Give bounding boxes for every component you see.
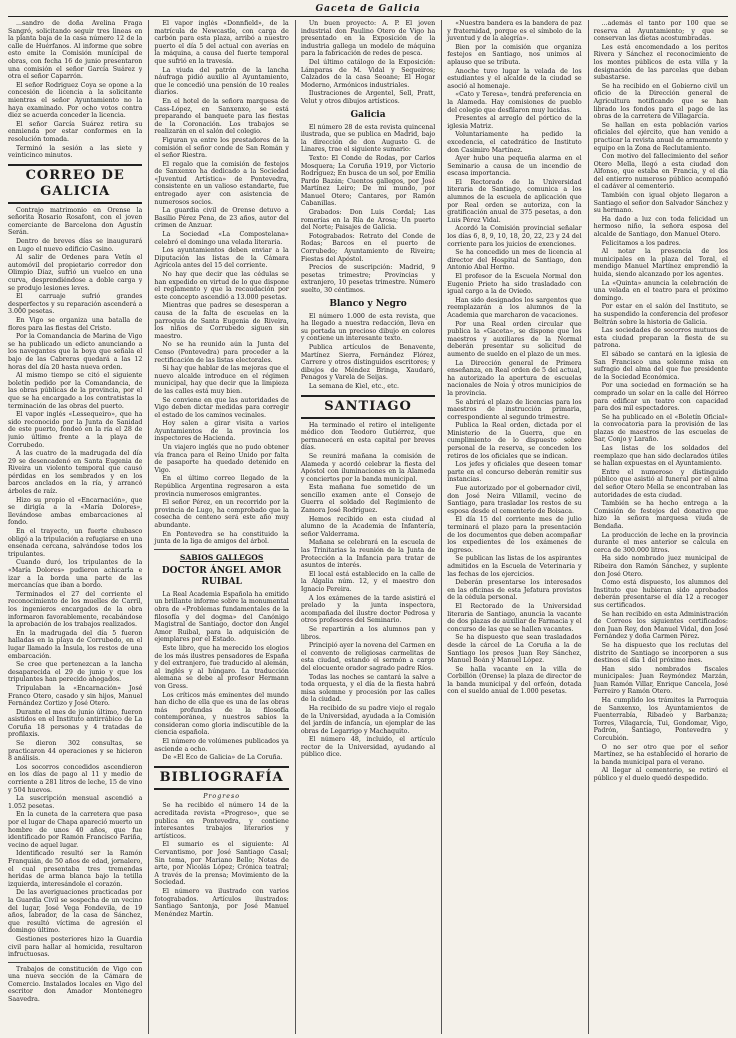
paragraph: El local está establecido en la calle de la Algalia núm. 12, y el maestro don Ignacio Pereira. (300, 570, 436, 593)
section-heading: BIBLIOGRAFÍA (154, 766, 288, 790)
paragraph: Ha recibido de su padre viejo el regalo de la Universidad, ayudada a la Comisión del jardín de infancia, un ejemplar de las obras de Legarrigo y Machaquito. (300, 704, 436, 735)
paragraph: Las listas de los soldados del reemplazo que han sido declarados útiles se hallan expuestas en el Ayuntamiento. (593, 445, 728, 468)
paragraph: Grabados: Don Luis Cordal; Las romerías en la Ría de Arosa; Un puerto del Norte; Paisajes de Galicia. (300, 209, 436, 232)
paragraph: La Sociedad «La Compostelana» celebró el domingo una velada literaria. (154, 231, 289, 246)
paragraph: Fotograbados: Retrato del Conde de Rodas; Barcos en el puerto de Corrubedo; Ayuntamiento de Riveira; Fiestas del Apóstol. (300, 232, 436, 263)
paragraph: Se han recibido en esta Administración de Correos los siguientes certificados: don Juan Rey, don Manuel Vidal, don José Fernández y doña Carmen Pérez. (593, 610, 728, 641)
section-heading: CORREO DE GALICIA (8, 164, 142, 204)
paragraph: «Nuestra bandera es la bandera de paz y fraternidad, porque es el símbolo de la juventud y de la alegría». (447, 20, 582, 43)
paragraph: Por una Real orden circular que publica la «Gaceta», se dispone que los maestros y auxiliares de la Normal deberán presentar su solicitud de aumento de sueldo en el plazo de un mes. (447, 320, 582, 358)
paragraph: La «Quinta» anuncia la celebración de una velada en el teatro para el próximo domingo. (593, 279, 728, 302)
paragraph: Se abrirá el plazo de licencias para los maestros de instrucción primaria, correspondiente al segundo trimestre. (447, 398, 582, 421)
paragraph: Ilustraciones de Argentel, Sell, Pratt, Velut y otros dibujos artísticos. (300, 90, 436, 105)
column-3 (295, 20, 435, 1034)
paragraph: Como está dispuesto, los alumnos del Instituto que hubieran sido aprobados deberán presentarse el día 12 a recoger sus certificados. (593, 579, 728, 609)
paragraph: Voluntariamente ha pedido la excedencia, el catedrático de Instituto don Casimiro Martínez. (447, 131, 582, 154)
column-1 (8, 20, 142, 1034)
paragraph: Tripulaban la «Encarnación» José Franco Otero, casado y sin hijos, Manuel Fernández Cortizo y José Otero. (8, 684, 143, 708)
divider (154, 549, 288, 550)
paragraph: El número 48, incluido, el artículo rector de la Universidad, ayudando al público dice. (300, 736, 436, 759)
paragraph: El carruaje sufrió grandes desperfectos y su reparación ascenderá a 3.000 pesetas. (8, 293, 143, 316)
paragraph: Presentes al arreglo del pórtico de la iglesia Matriz. (447, 115, 582, 130)
newspaper-title: Gaceta de Galicia (315, 4, 421, 14)
paragraph: Al llegar al cementerio, se retiró el público y el duelo quedó despedido. (593, 767, 728, 782)
paragraph: Publica artículos de Benavente, Martínez Sierra, Fernández Flórez, Carrere y otros distinguidos escritores; y dibujos de Méndez Bringa, Xaudaró, Penagos y Varela de Seijas. (300, 343, 436, 382)
paragraph: Deberán presentarse los interesados en las oficinas de esta Jefatura provistos de la cédula personal. (447, 579, 582, 602)
paragraph: Se ha concedido un mes de licencia al director del Hospital de Santiago, don Antonio Abal Hermo. (447, 249, 582, 272)
paragraph: Entre el numeroso y distinguido público que asistió al funeral por el alma del señor Otero Mella se encontraban las autoridades de esta ciudad. (593, 468, 728, 499)
section-heading: Galicia (350, 109, 386, 120)
paragraph: Al salir de Ordenes para Vetín el automóvil del propietario corredor don Olimpio Díaz, sufrió un vuelco en una curva, desprendiéndose a doble carga y se produjo lesiones leves. (8, 254, 143, 292)
paragraph: Fue autorizado por el gobernador civil, don José Neira Villamil, vecino de Santiago, para trasladar los restos de su esposa desde el cementerio de Boisaca. (447, 485, 582, 515)
paragraph: Mientras que padres se desesperan a causa de la falta de escuelas en la parroquia de Santa Eugenia de Riveira, los niños de Corrubedo siguen sin maestro. (154, 302, 289, 340)
paragraph: De «El Eco de Galicia» de La Coruña. (162, 754, 283, 762)
paragraph: Se conviene en que las autoridades de Vigo deben dictar medidas para corregir el estado de los caminos vecinales. (154, 396, 289, 419)
paragraph: El día 15 del corriente mes de julio terminará el plazo para la presentación de los documentos que deben acompañar los expedientes de los exámenes de ingreso. (447, 516, 582, 554)
paragraph: Ayer hubo una pequeña alarma en el Seminario a causa de un incendio de escasa importancia. (447, 155, 582, 178)
paragraph: A las cuatro de la madrugada del día 29 se desencadenó en Santa Eugenia de Riveira un violento temporal que causó pérdidas en los sembrados y en los barcos anclados en la ría, y arrancó árboles de raíz. (8, 450, 143, 496)
paragraph: Durante el mes de junio último, fueron asistidos en el Instituto antirrábico de La Coruña 18 personas y 4 tratadas de profilaxis. (8, 708, 143, 739)
paragraph: En Pontevedra se ha constituido la junta de la liga de amigos del árbol. (154, 530, 289, 546)
paragraph: El señor Rodriguez Coya se opone a la concesión de licencia a la solicitante mientras el señor Ayuntamiento no la haya examinado. Por ocho votos contra diez se acuerda conceder la licencia. (8, 81, 143, 120)
paragraph: Hemos recibido en esta ciudad al alumno de la Academia de Infantería, señor Valderrama. (300, 515, 436, 538)
paragraph: Se ha dispuesto que los reclutas del distrito de Santiago se incorporen a sus destinos el día 1 del próximo mes. (593, 641, 728, 665)
paragraph: En la cuneta de la carretera que pasa por el lugar de Chapa apareció muerto un hombre de unos 40 años, que fue identificado por Ramón Francisco Fariña, vecino de aquel lugar. (8, 811, 143, 849)
paragraph: Hoy salen a girar visita a varios Ayuntamientos de la provincia los inspectores de Hacienda. (154, 420, 289, 443)
subheading: Progreso (203, 792, 241, 800)
paragraph: A los exámenes de la tarde asistirá el prelado y la junta inspectora, acompañada del ilustre doctor Pedrosa y otros profesores del Seminario. (300, 594, 436, 625)
paragraph: Los ayuntamientos deben enviar a la Diputación las listas de la Cámara Agrícola antes del 15 del corriente. (154, 247, 289, 270)
paragraph: El sábado se cantará en la iglesia de San Francisco una solemne misa en sufragio del alma del que fue presidente de la Sociedad Económica. (593, 350, 728, 381)
paragraph: Del último catálogo de la Exposición: Lámparas de M. Vidal y Sequeiros; Calzados de la casa Seoane; El Hogar Moderno, Armónicos industriales. (300, 58, 436, 89)
column-2 (148, 20, 288, 1034)
paragraph: Este libro, que ha merecido los elogios de los más ilustres pensadores de España y del extranjero, fue traducido al alemán, al inglés y al húngaro. La traducción alemana se debe al profesor Hermann von Gress. (154, 644, 289, 690)
section-heading: SABIOS GALLEGOS (179, 552, 264, 562)
paragraph: Un viajero inglés que no pudo obtener vía franca para el Reino Unido por falta de pasaporte ha quedado detenido en Vigo. (154, 444, 289, 474)
paragraph: Dentro de breves días se inaugurará en Lugo el nuevo edificio Casino. (8, 238, 143, 253)
paragraph: El regalo que la comisión de festejos de Sanxenxo ha dedicado a la Sociedad «Juventud Artística» de Pontevedra, consistente en un valioso estandarte, fue entregado ayer con asistencia de numerosos socios. (154, 160, 289, 206)
article-heading: DOCTOR ÁNGEL AMOR RUIBAL (161, 565, 282, 587)
paragraph: Los críticos más eminentes del mundo han dicho de ella que es una de las obras más profundas de la filosofía contemporánea, y nuestros sabios la consideran como gloria indiscutible de la ciencia española. (154, 691, 289, 737)
paragraph: El número 28 de esta revista quincenal ilustrada, que se publica en Madrid, bajo la dirección de don Augusto G. de Linares, trae el siguiente sumario: (300, 123, 436, 154)
paragraph: Felicitamos a los padres. (601, 239, 681, 247)
paragraph: En el hotel de la señora marquesa de Cass-López, en Sanxenxo, se está preparando el banquete para las fiestas de la Coronación. Los trabajos se realizarán en el salón del colegio. (154, 97, 289, 136)
paragraph: La suscripción mensual ascendió a 1.052 pesetas. (8, 795, 143, 810)
paragraph: También se ha hecho entrega a la Comisión de festejos del donativo que hizo la señora marquesa viuda de Bendaña. (593, 500, 728, 530)
masthead (8, 2, 728, 17)
paragraph: Al mismo tiempo se citó el siguiente boletín pedido por la Comandancia, de las obras públicas de la provincia, por el que se ha encargado a los contratistas la terminación de las obras del puerto. (8, 372, 143, 410)
paragraph: Identificado resultó ser la Ramón Franquián, de 50 años de edad, jornalero, el cual presentaba tres tremendas heridas de arma blanca bajo la tetilla izquierda, interesándole el corazón. (8, 850, 143, 888)
paragraph: Mañana se celebrará en la escuela de las Trinitarias la reunión de la Junta de Protección a la Infancia para tratar de asuntos de interés. (300, 539, 436, 570)
paragraph: Se dieron 302 consultas, se practicaron 44 operaciones y se hicieron 8 análisis. (8, 740, 143, 763)
paragraph: El señor Pérez, en un recorrido por la provincia de Lugo, ha comprobado que la cosecha de centeno será este año muy abundante. (154, 499, 289, 529)
paragraph: Han sido designados los sargentos que reemplazarán a los alumnos de la Academia que marcharon de vacaciones. (447, 296, 582, 319)
paragraph: Les está encomendado a los peritos Rivera y Sánchez el reconocimiento de los montes públicos de esta villa y la designación de las parcelas que deban subastarse. (593, 43, 728, 82)
paragraph: El profesor de la Escuela Normal don Eugenio Prieto ha sido trasladado con igual cargo a la de Oviedo. (447, 273, 582, 296)
paragraph: Ha cumplido los trámites la Parroquia de Sanxenxo, los Ayuntamientos de Fuenterrabía, Ribadeo y Barbanza; Torres, Vilagarcía, Tui, Gondomar, Vigo, Padrón, Santiago, Pontevedra y Corcubión. (593, 697, 728, 743)
paragraph: Se ha publicado en el «Boletín Oficial» la convocatoria para la provisión de las plazas de maestros de las escuelas de Sar, Conjo y Laraño. (593, 413, 728, 444)
paragraph: También con igual objeto llegaron a Santiago el señor don Salvador Sánchez y su hermano. (593, 192, 728, 215)
paragraph: Al notar la presencia de los municipales en la plaza del Toral, el mendigo Manuel Martínez emprendió la huida, siendo alcanzado por los agentes. (593, 248, 728, 278)
paragraph: Esta mañana fue sometido de un sencillo examen ante el Consejo de Guerra el soldado del Regimiento de Zamora José Rodríguez. (300, 484, 436, 515)
paragraph: Se repartirán a los alumnos pan y libros. (300, 625, 436, 641)
paragraph: Figuran ya entre los prestadores de la comisión el señor conde de San Román y el señor Riestra. (154, 136, 289, 160)
divider (8, 962, 142, 963)
paragraph: Contrajo matrimonio en Orense la señorita Rosario Rosafont, con el joven comerciante de Barcelona don Agustín Serán. (8, 206, 143, 237)
paragraph: Se ha recibido el número 14 de la acreditada revista «Progreso», que se publica en Pontevedra, y contiene interesantes trabajos literarios y artísticos. (154, 802, 289, 840)
paragraph: Se ha dispuesto que sean trasladados desde la cárcel de La Coruña a la de Santiago los presos Juan Rey Sánchez, Manuel Boán y Manuel López. (447, 634, 582, 665)
paragraph: Los jefes y oficiales que deseen tomar parte en el concurso deberán remitir sus instancias. (447, 461, 582, 484)
paragraph: El Rectorado de la Universidad literaria de Santiago, anuncia la vacante de dos plazas de auxiliar de Farmacia y el concurso de las que se hallen vacantes. (447, 602, 582, 633)
paragraph: Se hallan en esta población varios oficiales del ejército, que han venido a practicar la revista anual de armamento y equipo en la Zona de Reclutamiento. (593, 121, 728, 152)
paragraph: No se ha reunido aún la Junta del Censo (Pontevedra) para proceder a la rectificación de las listas electorales. (154, 341, 289, 364)
paragraph: Se publican las listas de los aspirantes admitidos en la Escuela de Veterinaria y las fechas de los ejercicios. (447, 555, 582, 578)
paragraph: Si hay que hablar de las mejoras que el nuevo alcalde introduce en el régimen municipal, hay que decir que la limpieza de las calles está muy bien. (154, 365, 289, 395)
paragraph: El vapor inglés «Donnfield», de la matrícula de Newcastle, con carga de carbón para esta plaza, arribó a nuestro puerto el día 5 del actual con averías en la máquina, a causa del fuerte temporal que sufrió en la travesía. (154, 20, 289, 65)
paragraph: Se reunirá mañana la comisión de Alameda y acordó celebrar la fiesta del Apóstol con iluminaciones en la Alameda y conciertos por la banda municipal. (300, 452, 436, 483)
paragraph: Un buen proyecto: A. P. El joven industrial don Paulino Otero de Vigo ha presentado en la Exposición de la industria gallega un modelo de máquina para la fabricación de redes de pesca. (300, 20, 436, 58)
paragraph: El vapor inglés «Lessequeiro», que ha sido reconocido por la Junta de Sanidad de este puerto, fondeó en la ría el 28 de junio último frente a la playa de Corrubedo. (8, 411, 143, 449)
section-heading: SANTIAGO (301, 395, 435, 419)
paragraph: Se cree que pertenezcan a la lancha desaparecida el 29 de junio y que los tripulantes han perecido ahogados. (8, 661, 143, 684)
paragraph: Ha terminado el retiro el inteligente médico don Teodoro Gutiérrez, que permanecerá en esta capital por breves días. (300, 421, 436, 452)
columns (8, 20, 728, 1034)
paragraph: Terminó la sesión a las siete y veinticinco minutos. (8, 144, 143, 160)
paragraph: Todas las noches se cantará la salve a toda orquesta, y el día de la fiesta habrá misa solemne y procesión por las calles de la ciudad. (300, 673, 436, 704)
paragraph: La producción de leche en la provincia durante el mes anterior se calcula en cerca de 300.000 litros. (593, 531, 728, 554)
paragraph: Por estar en el salón del Instituto, se ha suspendido la conferencia del profesor Beltrán sobre la historia de Galicia. (593, 303, 728, 326)
paragraph: Hizo su propio el «Encarnación», que se dirigía a la «María Dolores», llevándose ambas embarcaciones al fondo. (8, 496, 143, 527)
paragraph: Bien por la comisión que organiza festejos en Santiago, nos unimos al aplauso que se tributa. (447, 43, 582, 66)
paragraph: Principió ayer la novena del Carmen en el convento de religiosas carmelitas de esta ciudad, estando el sermón a cargo del elocuente orador sagrado padre Ríos. (300, 642, 436, 672)
paragraph: Ha dado a luz con toda felicidad un hermoso niño, la señora esposa del alcalde de Santiago, don Manuel Otero. (593, 215, 728, 239)
paragraph: En Vigo se organiza una batalla de flores para las fiestas del Cristo. (8, 317, 143, 332)
paragraph: La guardia civil de Orense detuvo a Basilio Pérez Pena, de 23 años, autor del crimen de Anzuar. (154, 207, 289, 230)
paragraph: Terminados el 27 del corriente el reconocimiento de los muelles de Carril, los ingenieros encargados de la obra informaron favorablemente, recabándose la aprobación de los trabajos realizados. (8, 590, 143, 629)
paragraph: O no ser otro que por el señor Martínez, se ha establecido el horario de la banda municipal para el verano. (593, 743, 728, 766)
paragraph: ...sandro de doña Avelina Fraga Sangró, solicitando seguir tres lineas en la planta baja de la casa número 12 de la calle de Huérfanos. Al informe que sobre esto emite la Comisión municipal de obras, con fecha 16 de junio presentaron una comisión el señor García Suárez y otra el señor Caparrón. (8, 20, 143, 81)
column-5 (588, 20, 728, 1034)
paragraph: Cuando duró, los tripulantes de la «María Dolores» pudieron achicarla e izar a la borda una parte de las mercancías que iban a bordo. (8, 559, 143, 590)
paragraph: Texto: El Conde de Rodas, por Carlos Mosquera; La Coruña 1919, por Victorio Rodríguez; En busca de un sol, por Emilia Pardo Bazán; Cuentos gallegos, por José Martínez Leiro; De mi mundo, por Manuel Otero; Cantares, por Ramón Cabanillas. (300, 154, 436, 208)
paragraph: De las averiguaciones practicadas por la Guardia Civil se sospecha de un vecino del lugar, José Vega Fondevila, de 19 años, labrador, de la casa de Sánchez, que resultó víctima de agresión el domingo último. (8, 889, 143, 935)
paragraph: Publica la Real orden, dictada por el Ministerio de la Guerra, que en cumplimiento de lo dispuesto sobre personal de la reserva, se conceden los retiros de los oficiales que se indican. (447, 422, 582, 460)
paragraph: Precios de suscripción: Madrid, 9 pesetas trimestre; Provincias y extranjero, 10 pesetas trimestre. Número suelto, 30 céntimos. (300, 264, 436, 294)
paragraph: Anoche tuvo lugar la velada de los estudiantes y el alcalde de la ciudad se asoció al homenaje. (447, 67, 582, 90)
paragraph: ...además el tanto por 100 que se reserva al Ayuntamiento; y que se conservan las dietas acostumbradas. (593, 20, 728, 43)
paragraph: Por la Comandancia de Marina de Vigo se ha publicado un edicto anunciando a los navegantes que la boya que señala el bajo de las Cabreras quedará a las 12 horas del día 20 hasta nueva orden. (8, 333, 143, 371)
paragraph: La Dirección general de Primera enseñanza, en Real orden de 5 del actual, ha autorizado la apertura de escuelas nacionales de Noia y otros municipios de la provincia. (447, 359, 582, 397)
paragraph: La viuda del patrón de la lancha náufraga pidió auxilio al Ayuntamiento, que le concedió una pensión de 10 reales diarios. (154, 66, 289, 97)
paragraph: En el trayecto, un fuerte chubasco obligó a la tripulación a refugiarse en una ensenada cercana, salvándose todos los tripulantes. (8, 528, 143, 558)
paragraph: En la madrugada del día 5 fueron halladas en la playa de Corrubedo, en el lugar llamado la Ínsula, los restos de una embarcación. (8, 629, 143, 660)
paragraph: Trabajos de constitución de Vigo con una nueva sección de la Cámara de Comercio. Instalados locales en Vigo del escritor don Amador Montenegro Saavedra. (8, 965, 143, 1004)
paragraph: «Cato y Teresa», tendrá preferencia en la Alameda. Hay comisiones de pueblo del colegio que desfilaron muy lucidas. (447, 91, 582, 114)
paragraph: Se ha recibido en el Gobierno civil un oficio de la Dirección general de Agricultura notificando que se han librado los fondos para el pago de las obras de la carretera de Villagarcía. (593, 82, 728, 121)
paragraph: Gestiones posteriores hizo la Guardia civil para hallar al homicida, resultaron infructuosas. (8, 935, 143, 959)
paragraph: El número de volúmenes publicados ya asciende a ocho. (154, 738, 289, 753)
paragraph: El señor García Suárez retira su enmienda por estar conformes en la resolución tomada. (8, 120, 143, 143)
paragraph: El Rectorado de la Universidad literaria de Santiago, comunica a los alumnos de la escuela de aplicación que por Real orden se autoriza, con la gratificación anual de 375 pesetas, a don Luis Pérez Vidal. (447, 178, 582, 224)
section-heading: Blanco y Negro (329, 298, 407, 309)
paragraph: La semana de Kiel, etc., etc. (308, 382, 400, 390)
paragraph: El número va ilustrado con varios fotograbados. Artículos ilustrados: Santiago Santonja, por José Manuel Menéndez Martín. (154, 887, 289, 918)
paragraph: El sumario es el siguiente: Al Cervantismo, por José Santiago Casal; Sin tema, por Mariano Bello; Notas de arte, por Nicolás López; Crónica teatral; A través de la prensa; Movimiento de la Sociedad. (154, 841, 289, 887)
paragraph: El número 1.000 de esta revista, que ha llegado a nuestra redacción, lleva en su portada un precioso dibujo en colores y contiene un interesante texto. (300, 312, 436, 343)
paragraph: Ha sido nombrado juez municipal de Ribeira don Ramón Sánchez, y suplente don José Otero. (593, 555, 728, 578)
paragraph: Por una sociedad en formación se ha comprado un solar en la calle del Hórreo para edificar un teatro con capacidad para dos mil espectadores. (593, 382, 728, 413)
paragraph: En el último correo llegado de la República Argentina regresaron a esta provincia numerosos emigrantes. (154, 475, 289, 498)
paragraph: Las sociedades de socorros mutuos de esta ciudad preparan la fiesta de su patrona. (593, 327, 728, 350)
paragraph: Los socorros concedidos ascendieron en los días de pago al 11 y medio de corriente a 281 litros de leche, 15 de vino y 504 huevos. (8, 763, 143, 794)
column-4 (441, 20, 581, 1034)
paragraph: Acordó la Comisión provincial señalar los días 6, 8, 9, 10, 18, 20, 22, 23 y 24 del corriente para los juicios de exenciones. (447, 225, 582, 248)
paragraph: No hay que decir que las cédulas se han expedido en virtud de lo que dispone el reglamento y que la recaudación por este concepto ascendió a 13.000 pesetas. (154, 271, 289, 301)
paragraph: Se halla vacante en la villa de Corbillón (Orense) la plaza de director de la banda municipal y del orfeón, dotada con el sueldo anual de 1.000 pesetas. (447, 665, 582, 696)
paragraph: Con motivo del fallecimiento del señor Otero Mella, llegó a esta ciudad don Alfonso, que estaba en Francia, y el día del entierro numeroso público acompañó el cadáver al cementerio. (593, 153, 728, 191)
paragraph: Han sido nombrados fiscales municipales: Juan Reymóndez Marzán, Juan Ramón Villar, Enrique Cancela, José Ferreiro y Ramón Otero. (593, 665, 728, 696)
paragraph: La Real Academia Española ha emitido un brillante informe sobre la monumental obra de «Problemas fundamentales de la filosofía y del dogma» del Canónigo Magistral de Santiago, doctor don Ángel Amor Ruibal, para la adquisición de ejemplares por el Estado. (154, 590, 289, 644)
